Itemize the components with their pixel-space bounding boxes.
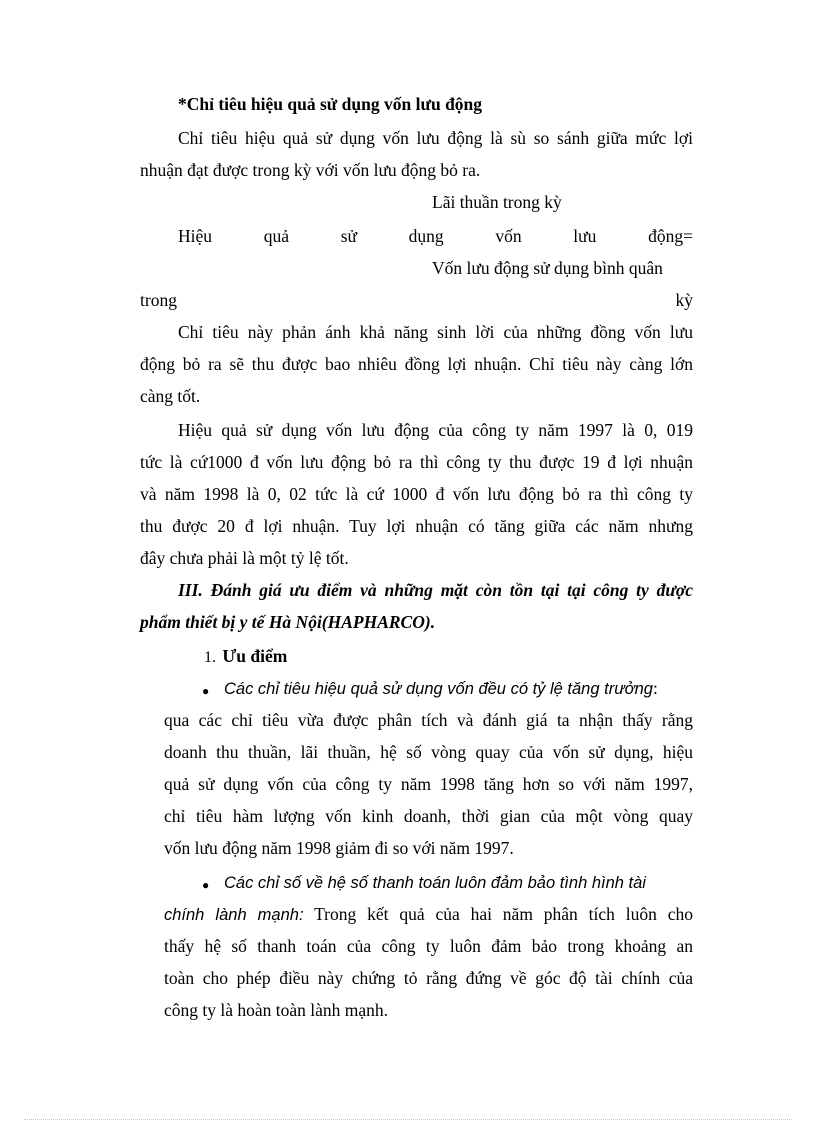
bullet-2-line-3: công ty là hoàn toàn lành mạnh. (164, 1000, 389, 1020)
bullet-2-lead2-italic: chính lành mạnh: (164, 906, 304, 924)
bullet-2-line-1: thấy hệ số thanh toán của công ty luôn đảm bảo trong khoảng an (164, 936, 693, 956)
bullet-1-line-5: vốn lưu động năm 1998 giảm đi so với năm 1997. (164, 838, 514, 858)
formula-word: dụng (408, 226, 444, 246)
formula-denominator: Vốn lưu động sử dụng bình quân (432, 258, 663, 278)
formula-word: trong (140, 290, 177, 310)
subheading (204, 646, 287, 667)
result-line-3: và năm 1998 là 0, 02 tức là cứ 1000 đ vốn lưu động bỏ ra thì công ty (140, 484, 693, 504)
subheading-text: Ưu điểm (222, 646, 288, 666)
bullet-1-lead-colon: : (652, 678, 658, 698)
bullet-2-lead-italic: Các chỉ số về hệ số thanh toán luôn đảm bảo tình hình tài (224, 874, 646, 892)
intro-line-1: Chỉ tiêu hiệu quả sử dụng vốn lưu động là sù so sánh giữa mức lợi (178, 128, 693, 148)
part-heading-line-2: phẩm thiết bị y tế Hà Nội(HAPHARCO). (140, 612, 436, 632)
bullet-2-lead (224, 872, 646, 893)
result-line-5: đây chưa phải là một tỷ lệ tốt. (140, 548, 349, 568)
bullet-2-lead2-tail: Trong kết quả của hai năm phân tích luôn cho (303, 904, 693, 924)
formula-tail (140, 290, 693, 311)
bullet-1-line-2: doanh thu thuần, lãi thuần, hệ số vòng quay của vốn sử dụng, hiệu (164, 742, 693, 762)
formula-word: Hiệu (178, 226, 213, 246)
formula-word: sử (340, 226, 357, 246)
part-heading-line-1: III. Đánh giá ưu điểm và những mặt còn tồn tại tại công ty được (178, 580, 693, 600)
section-heading: *Chỉ tiêu hiệu quả sử dụng vốn lưu động (178, 94, 483, 114)
bullet-icon: ● (202, 684, 210, 698)
bullet-1-lead-italic: Các chỉ tiêu hiệu quả sử dụng vốn đều có tỷ lệ tăng trưởng (224, 680, 653, 698)
bullet-2-lead-line-2 (164, 904, 693, 925)
footer-divider (24, 1119, 792, 1120)
formula-word: quả (263, 226, 289, 246)
intro-line-2: nhuận đạt được trong kỳ với vốn lưu động bỏ ra. (140, 160, 481, 180)
formula-numerator: Lãi thuần trong kỳ (432, 192, 562, 212)
meaning-line-1: Chỉ tiêu này phản ánh khả năng sinh lời của những đồng vốn lưu (178, 322, 693, 342)
result-line-1: Hiệu quả sử dụng vốn lưu động của công ty năm 1997 là 0, 019 (178, 420, 693, 440)
formula-word: vốn (495, 226, 522, 246)
meaning-line-3: càng tốt. (140, 386, 201, 406)
subheading-number: 1. (204, 649, 216, 666)
formula-lhs (178, 226, 693, 247)
bullet-1-lead (224, 678, 658, 699)
result-line-4: thu được 20 đ lợi nhuận. Tuy lợi nhuận có tăng giữa các năm nhưng (140, 516, 693, 536)
formula-word: kỳ (675, 290, 693, 310)
meaning-line-2: động bỏ ra sẽ thu được bao nhiêu đồng lợi nhuận. Chỉ tiêu này càng lớn (140, 354, 693, 374)
bullet-2-line-2: toàn cho phép điều này chứng tỏ rằng đứng về góc độ tài chính của (164, 968, 693, 988)
bullet-icon: ● (202, 878, 210, 892)
formula-word: động= (648, 226, 693, 246)
bullet-1-line-1: qua các chỉ tiêu vừa được phân tích và đánh giá ta nhận thấy rằng (164, 710, 693, 730)
formula-word: lưu (573, 226, 597, 246)
result-line-2: tức là cứ1000 đ vốn lưu động bỏ ra thì công ty thu được 19 đ lợi nhuận (140, 452, 693, 472)
bullet-1-line-3: quả sử dụng vốn của công ty năm 1998 tăng hơn so với năm 1997, (164, 774, 693, 794)
bullet-1-line-4: chỉ tiêu hàm lượng vốn kinh doanh, thời gian của một vòng quay (164, 806, 693, 826)
